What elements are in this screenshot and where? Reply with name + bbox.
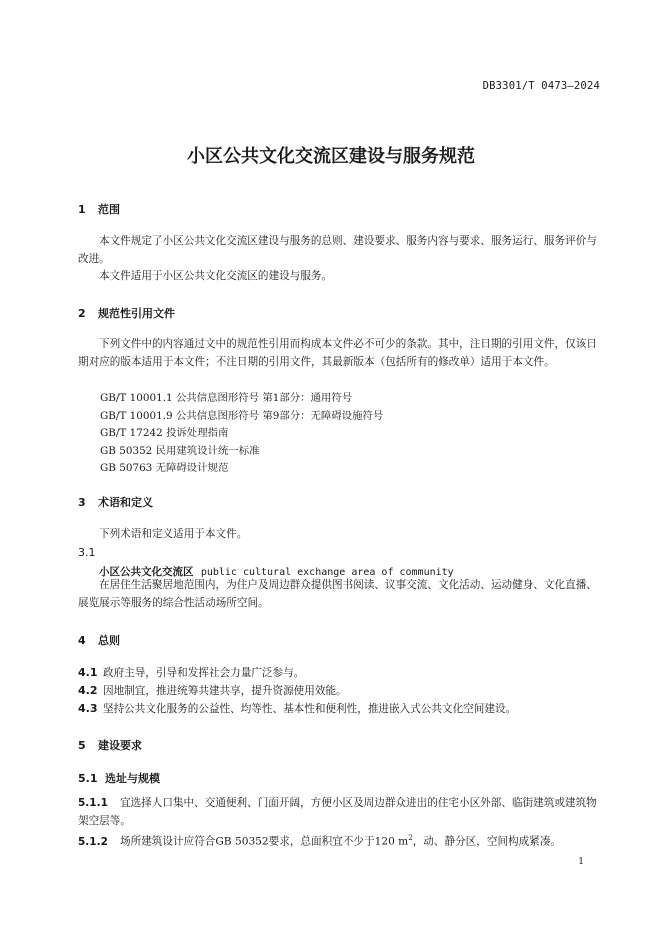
term-english: public cultural exchange area of community [200, 567, 454, 578]
page-title: 小区公共文化交流区建设与服务规范 [187, 146, 475, 167]
clause [78, 664, 304, 683]
clause [78, 795, 600, 830]
section-title: 范围 [98, 203, 120, 216]
paragraph: 下列术语和定义适用于本文件。 [99, 528, 248, 540]
clause [78, 830, 561, 851]
section-title: 术语和定义 [98, 496, 153, 509]
document-number: DB3301/T 0473—2024 [482, 80, 600, 92]
term-number: 3.1 [78, 546, 96, 559]
paragraph: 本文件适用于小区公共文化交流区的建设与服务。 [99, 270, 333, 282]
paragraph: 下列文件中的内容通过文中的规范性引用而构成本文件必不可少的条款。其中，注日期的引用文件，仅该日期对应的版本适用于本文件；不注日期的引用文件，其最新版本（包括所有的修改单）适用于本文件。 [78, 338, 597, 368]
clause-number: 4.3 [78, 702, 98, 715]
page-number: 1 [578, 857, 584, 867]
clause-number: 4.1 [78, 666, 98, 679]
reference-item: GB 50763 无障碍设计规范 [100, 462, 229, 474]
clause-number: 4.2 [78, 684, 98, 697]
section-title: 总则 [98, 634, 120, 647]
subsection-number: 5.1 [78, 772, 98, 785]
clause-text: 政府主导，引导和发挥社会力量广泛参与。 [103, 667, 305, 679]
section-number: 2 [78, 307, 86, 320]
section-number: 1 [78, 203, 86, 216]
section-4-heading [78, 632, 120, 648]
clause-text: 宜选择人口集中、交通便利、门面开阔，方便小区及周边群众进出的住宅小区外部、临街建筑或建筑物架空层等。 [78, 797, 597, 827]
section-number: 5 [78, 739, 86, 752]
subsection-heading [78, 770, 160, 786]
clause-text-continued: ，动、静分区，空间构成紧凑。 [412, 835, 562, 848]
clause-text: 坚持公共文化服务的公益性、均等性、基本性和便利性，推进嵌入式公共文化空间建设。 [103, 703, 517, 715]
section-2-heading [78, 305, 175, 321]
section-5-heading [78, 737, 142, 753]
section-3-heading [78, 494, 153, 510]
reference-item: GB 50352 民用建筑设计统一标准 [100, 445, 260, 457]
clause-number: 5.1.2 [78, 835, 108, 848]
section-title: 建设要求 [98, 739, 142, 752]
paragraph: 本文件规定了小区公共文化交流区建设与服务的总则、建设要求、服务内容与要求、服务运行、服务评价与改进。 [78, 235, 597, 265]
subsection-title: 选址与规模 [105, 772, 160, 785]
reference-item: GB/T 17242 投诉处理指南 [100, 427, 229, 439]
clause [78, 682, 347, 701]
clause-text: 因地制宜，推进统筹共建共享，提升资源使用效能。 [103, 685, 347, 697]
clause-text: 场所建筑设计应符合GB 50352要求，总面积宜不少于120 m [120, 835, 409, 848]
term-name: 小区公共文化交流区 [99, 566, 194, 578]
section-1-heading [78, 201, 120, 217]
section-number: 4 [78, 634, 86, 647]
superscript: 2 [408, 834, 413, 842]
clause-number: 5.1.1 [78, 797, 108, 809]
clause [78, 700, 516, 719]
section-title: 规范性引用文件 [98, 307, 175, 320]
reference-item: GB/T 10001.9 公共信息图形符号 第9部分：无障碍设施符号 [100, 410, 384, 422]
term-definition: 在居住生活聚居地范围内，为住户及周边群众提供图书阅读、议事交流、文化活动、运动健身、文化直播、展览展示等服务的综合性活动场所空间。 [78, 579, 597, 609]
reference-item: GB/T 10001.1 公共信息图形符号 第1部分：通用符号 [100, 392, 353, 404]
section-number: 3 [78, 496, 86, 509]
